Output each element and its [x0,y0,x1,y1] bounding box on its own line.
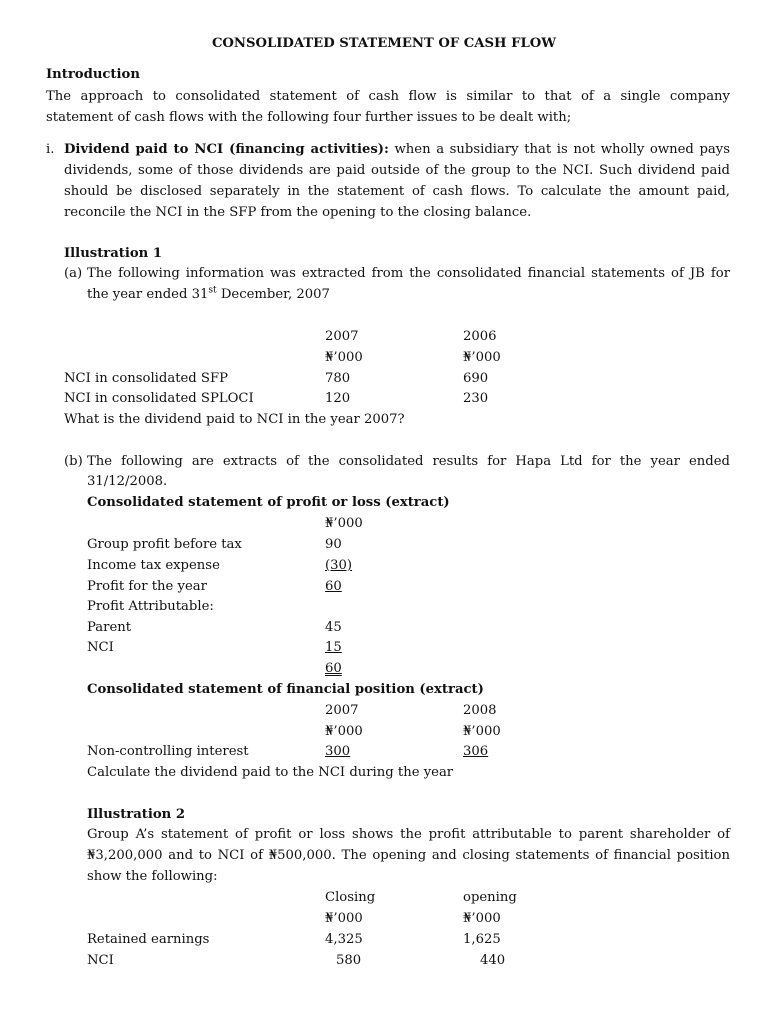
illustration-1-heading: Illustration 1 [64,246,163,261]
ill1-row-2-label: NCI in consolidated SPLOCI [64,391,254,406]
ill2-col-closing: Closing [325,890,376,905]
ill2-line-2: ₦3,200,000 and to NCI of ₦500,000. The opening and closing statements of financial position [87,848,730,863]
pl-row-2-value: (30) [325,558,353,573]
ill2-col-opening: opening [463,890,517,905]
ill2-row-1-v2: 1,625 [463,932,501,947]
ill2-row-2-label: NCI [87,953,114,968]
item-i-line-3: should be disclosed separately in the statement of cash flows. To calculate the amount paid, [64,184,730,199]
ill2-row-1-label: Retained earnings [87,932,210,947]
pl-heading: Consolidated statement of profit or loss (extract) [87,495,450,510]
fp-question: Calculate the dividend paid to the NCI during the year [87,765,454,780]
fp-row-v1: 300 [325,744,351,759]
pl-row-5-value: 45 [325,620,342,635]
item-i-marker: i. [46,142,55,157]
pl-row-6-value: 15 [325,640,342,655]
pl-row-5-label: Parent [87,620,132,635]
fp-col-2008: 2008 [463,703,497,718]
pl-unit: ₦’000 [325,516,363,531]
ill1-unit-2: ₦’000 [463,350,501,365]
intro-line-1: The approach to consolidated statement of cash flow is similar to that of a single company [46,89,730,104]
item-i-bold-lead: Dividend paid to NCI (financing activities): [64,142,389,157]
ill2-line-1: Group A’s statement of profit or loss shows the profit attributable to parent shareholder of [87,827,730,842]
illustration-2-heading: Illustration 2 [87,807,186,822]
pl-row-3-value: 60 [325,579,342,594]
fp-heading: Consolidated statement of financial position (extract) [87,682,484,697]
intro-line-2: statement of cash flows with the following four further issues to be dealt with; [46,110,572,125]
item-i-line-1 [64,142,730,158]
ill1-a-line-1: The following information was extracted from the consolidated financial statements of JB for [87,266,730,281]
ill1-col-2006: 2006 [463,329,497,344]
ill1-a-marker: (a) [64,266,83,281]
intro-heading: Introduction [46,67,140,82]
item-i-line-1-rest: when a subsidiary that is not wholly owned pays [388,142,730,157]
ill1-a-line-2 [87,287,330,303]
ill1-row-1-label: NCI in consolidated SFP [64,371,228,386]
fp-col-2007: 2007 [325,703,359,718]
ill2-row-1-v1: 4,325 [325,932,363,947]
fp-row-v2: 306 [463,744,489,759]
pl-row-1-label: Group profit before tax [87,537,242,552]
pl-row-6-label: NCI [87,640,114,655]
fp-unit-2: ₦’000 [463,724,501,739]
pl-row-2-label: Income tax expense [87,558,220,573]
ill1-b-line-2: 31/12/2008. [87,474,168,489]
pl-row-7-value: 60 [325,661,342,676]
pl-row-3-label: Profit for the year [87,579,207,594]
fp-row-label: Non-controlling interest [87,744,249,759]
ill1-b-marker: (b) [64,454,83,469]
item-i-line-4: reconcile the NCI in the SFP from the opening to the closing balance. [64,205,532,220]
ill2-line-3: show the following: [87,869,218,884]
ill1-col-2007: 2007 [325,329,359,344]
pl-row-4-label: Profit Attributable: [87,599,214,614]
ill1-b-line-1: The following are extracts of the consolidated results for Hapa Ltd for the year ended [87,454,730,469]
page-title: CONSOLIDATED STATEMENT OF CASH FLOW [211,36,557,51]
fp-unit-1: ₦’000 [325,724,363,739]
ill2-row-2-v1: 580 [336,953,362,968]
ill1-a-line-2-sup: st [208,285,217,296]
ill1-unit-1: ₦’000 [325,350,363,365]
ill1-question: What is the dividend paid to NCI in the year 2007? [64,412,405,427]
ill1-row-1-v1: 780 [325,371,351,386]
ill1-row-2-v2: 230 [463,391,489,406]
ill2-unit-1: ₦’000 [325,911,363,926]
ill1-a-line-2-pre: the year ended 31 [87,287,209,302]
ill1-row-1-v2: 690 [463,371,489,386]
ill1-row-2-v1: 120 [325,391,351,406]
pl-row-1-value: 90 [325,537,342,552]
ill1-a-line-2-post: December, 2007 [216,287,330,302]
ill2-unit-2: ₦’000 [463,911,501,926]
ill2-row-2-v2: 440 [480,953,506,968]
item-i-line-2: dividends, some of those dividends are paid outside of the group to the NCI. Such dividend paid [64,163,730,178]
